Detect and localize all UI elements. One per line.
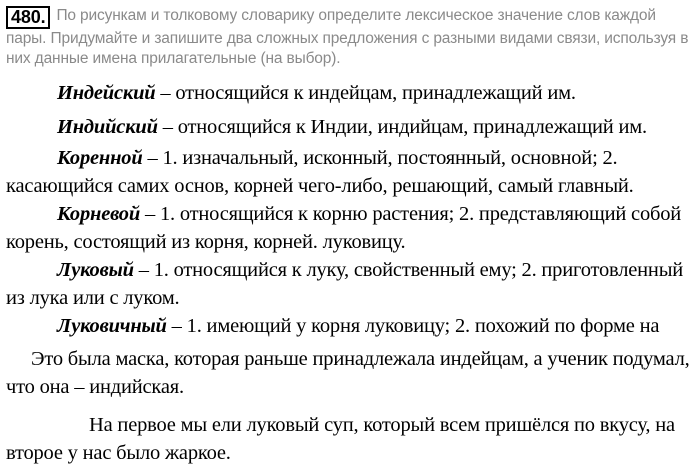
dictionary-entry-lukovyy xyxy=(6,256,696,312)
entry-term: Индейский xyxy=(57,82,156,104)
dictionary-entry-kornevoy xyxy=(6,200,696,256)
dictionary-entry-indeyskiy xyxy=(57,79,697,107)
example-sentence-1: Это была маска, которая раньше принадлежала индейцам, а ученик подумал, что она – индийская. xyxy=(6,348,690,398)
dictionary-entry-korennoy xyxy=(6,144,696,200)
entry-definition: – 1. относящийся к корню растения; 2. представляющий собой корень, состоящий из корня, корней. луковицу. xyxy=(6,203,682,253)
entry-term: Луковичный xyxy=(57,315,167,337)
entry-definition: – 1. имеющий у корня луковицу; 2. похожий по форме на xyxy=(166,315,660,337)
entry-term: Луковый xyxy=(57,259,134,281)
exercise-instruction xyxy=(6,6,696,69)
entry-term: Индийский xyxy=(57,116,158,138)
dictionary-entry-lukovichnyy xyxy=(57,312,697,340)
instruction-text: По рисункам и толковому словарику определите лексическое значение слов каждой пары. Придумайте и запишите два сложных предложения с разными видами связи, используя в них данные имена прилагательные (на выбор). xyxy=(6,7,689,67)
entry-term: Коренной xyxy=(57,147,143,169)
example-sentence-2: На первое мы ели луковый суп, который всем пришёлся по вкусу, на второе у нас было жаркое. xyxy=(6,414,675,464)
dictionary-entry-indiyskiy xyxy=(57,113,697,141)
entry-definition: – 1. изначальный, исконный, постоянный, основной; 2. касающийся самих основ, корней чего-либо, решающий, самый главный. xyxy=(6,147,634,197)
entry-definition: – относящийся к индейцам, принадлежащий им. xyxy=(155,82,576,104)
exercise-number: 480. xyxy=(6,6,50,29)
entry-definition: – относящийся к Индии, индийцам, принадлежащий им. xyxy=(157,116,647,138)
entry-term: Корневой xyxy=(57,203,141,225)
entry-definition: – 1. относящийся к луку, свойственный ему; 2. приготовленный из лука или с луком. xyxy=(6,259,684,309)
